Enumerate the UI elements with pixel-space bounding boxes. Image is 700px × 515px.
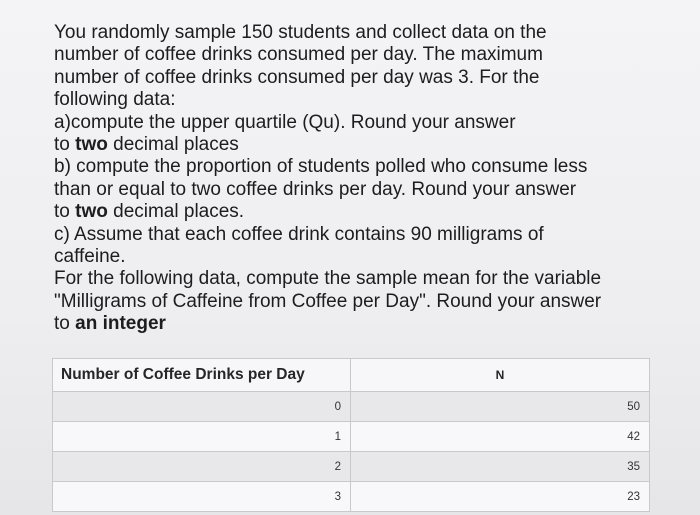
text-fragment: to [54,134,76,156]
count-cell: 50 [351,392,650,422]
question-line: number of coffee drinks consumed per day. The maximum [54,44,543,66]
table-row [53,392,650,422]
emphasis-text: two [75,201,108,223]
part-c-line: c) Assume that each coffee drink contains 90 milligrams of [54,223,544,245]
count-cell: 35 [351,452,650,482]
part-b-line: than or equal to two coffee drinks per day. Round your answer [54,178,577,200]
part-c-line: "Milligrams of Caffeine from Coffee per Day". Round your answer [54,290,602,312]
drinks-cell: 2 [53,452,351,482]
part-a-line: a)compute the upper quartile (Qu). Round your answer [54,111,516,133]
header-n: N [351,359,650,392]
coffee-data-table [52,358,650,512]
text-fragment: to [54,313,76,335]
emphasis-text: an integer [75,313,166,335]
part-a-precision [54,134,674,156]
question-line: following data: [54,89,176,111]
question-line: number of coffee drinks consumed per day was 3. For the [54,66,540,88]
table-row [53,452,650,482]
emphasis-text: two [75,134,108,156]
table-row [53,422,650,452]
header-drinks-per-day: Number of Coffee Drinks per Day [53,359,351,392]
count-cell: 42 [351,422,650,452]
drinks-cell: 1 [53,422,351,452]
text-fragment: to [54,201,76,223]
text-fragment: decimal places. [107,201,245,223]
question-text [54,22,674,336]
part-b-precision [54,201,674,223]
drinks-cell: 0 [53,392,351,422]
drinks-cell: 3 [53,482,351,512]
table-header-row [53,359,650,392]
text-fragment: decimal places [107,134,239,156]
table-row [53,482,650,512]
part-c-line: For the following data, compute the sample mean for the variable [54,268,602,290]
part-c-line: caffeine. [54,246,126,268]
count-cell: 23 [351,482,650,512]
question-line: You randomly sample 150 students and collect data on the [54,22,547,43]
part-b-line: b) compute the proportion of students polled who consume less [54,156,588,178]
part-c-precision [54,313,674,335]
